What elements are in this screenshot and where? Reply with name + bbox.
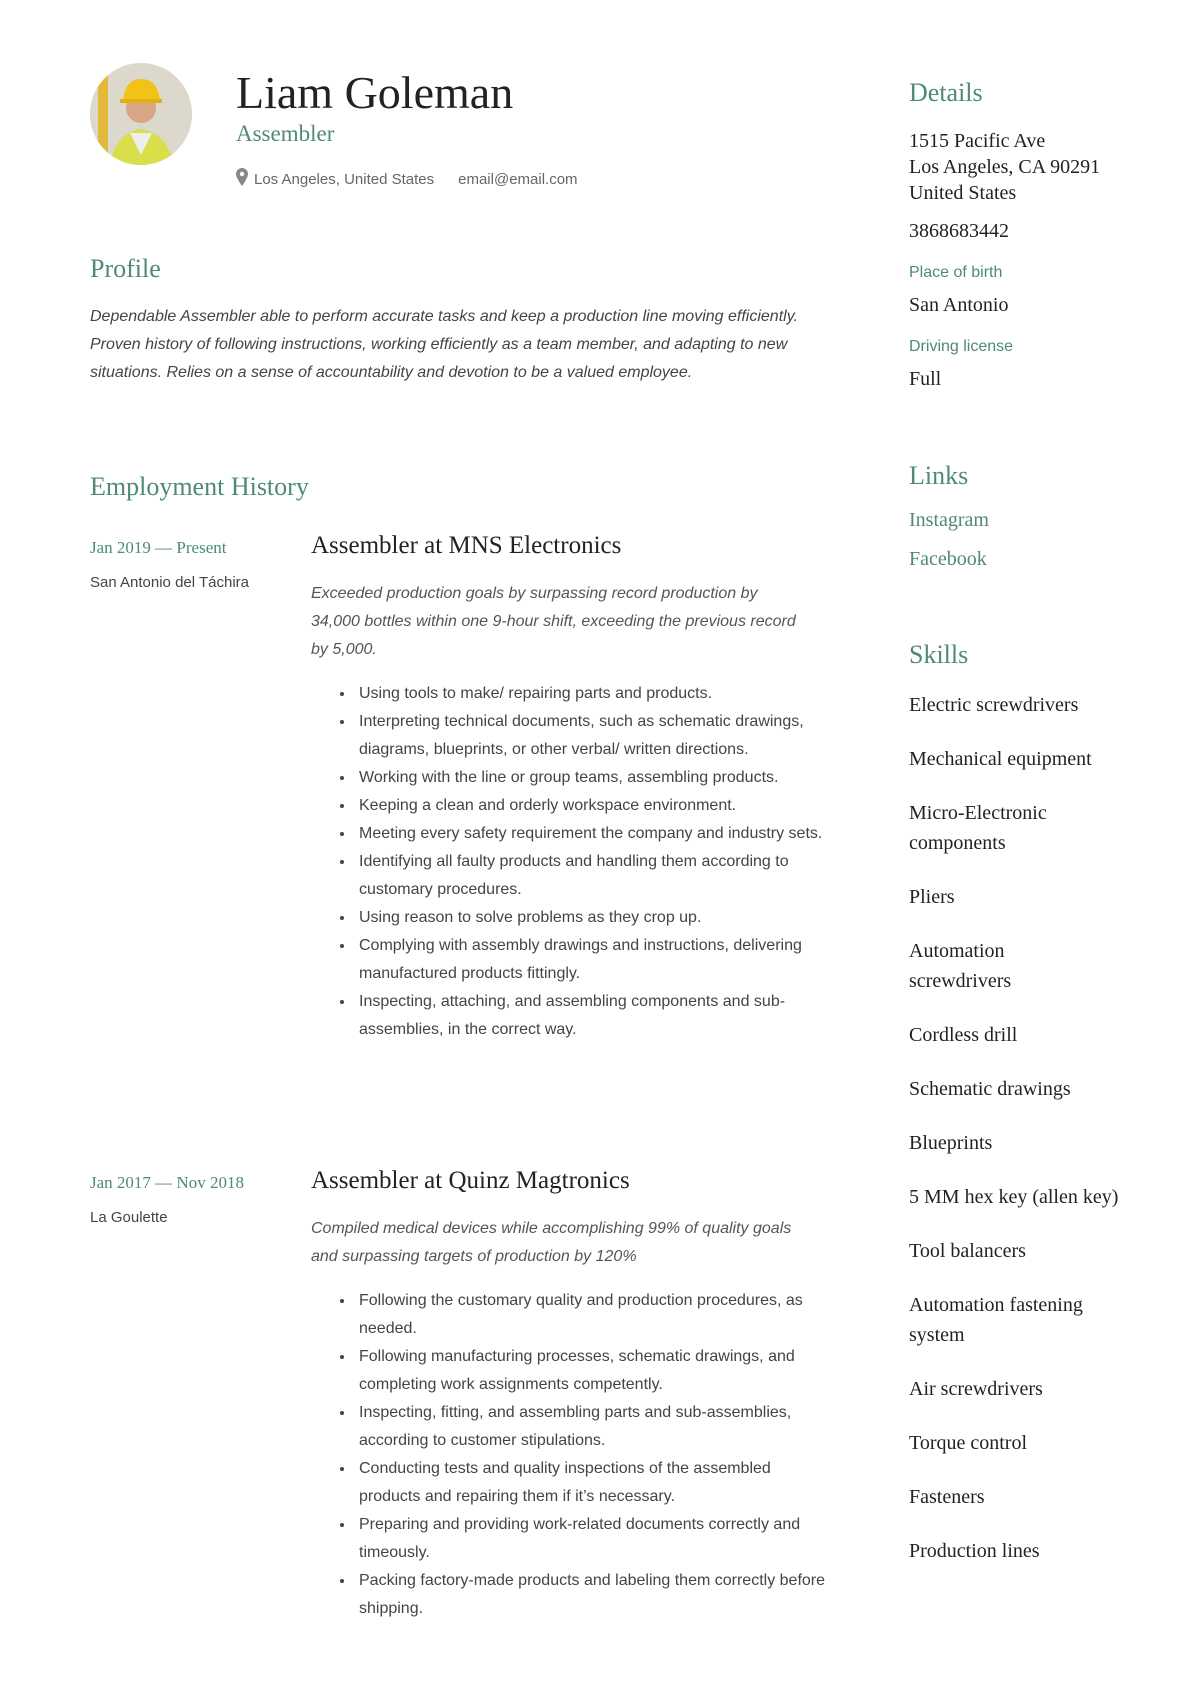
job-bullet: • Preparing and providing work-related documents correctly and timeously. xyxy=(355,1511,825,1567)
skill-item: Schematic drawings xyxy=(909,1078,1071,1100)
job-bullet: • Identifying all faulty products and handling them according to customary procedures. xyxy=(355,848,825,904)
contact-email[interactable]: email@email.com xyxy=(458,170,578,188)
phone-number: 3868683442 xyxy=(909,220,1009,242)
birth-label: Place of birth xyxy=(909,264,1003,281)
link-facebook[interactable]: Facebook xyxy=(909,548,987,570)
details-section xyxy=(909,78,1169,392)
job-bullet: • Interpreting technical documents, such as schematic drawings, diagrams, blueprints, or other verbal/ written directions. xyxy=(355,708,825,764)
address-line: United States xyxy=(909,182,1017,204)
job-location: San Antonio del Táchira xyxy=(90,574,250,591)
job-bullet: • Using reason to solve problems as they crop up. xyxy=(355,904,825,932)
candidate-name: Liam Goleman xyxy=(236,67,514,118)
details-heading: Details xyxy=(909,78,983,107)
skill-item: Tool balancers xyxy=(909,1240,1026,1262)
avatar xyxy=(90,63,192,165)
job-bullet: • Following the customary quality and production procedures, as needed. xyxy=(355,1287,825,1343)
job-location: La Goulette xyxy=(90,1209,168,1226)
skill-item: Fasteners xyxy=(909,1486,985,1508)
location-pin-icon xyxy=(236,168,248,190)
job-bullet: • Inspecting, fitting, and assembling parts and sub-assemblies, according to customer stipulations. xyxy=(355,1399,825,1455)
skill-item: Pliers xyxy=(909,886,955,908)
links-heading: Links xyxy=(909,461,969,490)
job-bullet: • Packing factory-made products and labeling them correctly before shipping. xyxy=(355,1567,825,1623)
job-bullet: • Using tools to make/ repairing parts and products. xyxy=(355,680,825,708)
job-bullet: • Conducting tests and quality inspections of the assembled products and repairing them if it’s necessary. xyxy=(355,1455,825,1511)
license-label: Driving license xyxy=(909,338,1014,355)
job-bullets xyxy=(311,1287,825,1623)
address-line: Los Angeles, CA 90291 xyxy=(909,156,1101,178)
job-bullet: • Following manufacturing processes, schematic drawings, and completing work assignments competently. xyxy=(355,1343,825,1399)
profile-heading: Profile xyxy=(90,254,161,283)
job-title: Assembler at Quinz Magtronics xyxy=(311,1167,630,1194)
job-date: Jan 2017 — Nov 2018 xyxy=(90,1173,244,1192)
job-bullet: • Inspecting, attaching, and assembling components and sub-assemblies, in the correct way. xyxy=(355,988,825,1044)
job-bullets xyxy=(311,680,825,1044)
worker-photo xyxy=(90,63,192,165)
contact-location: Los Angeles, United States xyxy=(254,170,435,188)
skill-item: Torque control xyxy=(909,1432,1028,1454)
link-instagram[interactable]: Instagram xyxy=(909,509,989,531)
job-bullet: • Working with the line or group teams, assembling products. xyxy=(355,764,825,792)
skill-item: Micro-Electronic components xyxy=(909,802,1047,854)
address-line: 1515 Pacific Ave xyxy=(909,130,1046,152)
skills-section xyxy=(909,640,1169,1590)
job-date: Jan 2019 — Present xyxy=(90,538,227,557)
skills-heading: Skills xyxy=(909,640,969,669)
skill-item: Blueprints xyxy=(909,1132,993,1154)
job-bullet: • Complying with assembly drawings and instructions, delivering manufactured products fittingly. xyxy=(355,932,825,988)
employment-heading: Employment History xyxy=(90,472,309,501)
candidate-job-title: Assembler xyxy=(236,121,335,146)
job-title: Assembler at MNS Electronics xyxy=(311,532,622,559)
skill-item: Mechanical equipment xyxy=(909,748,1092,770)
license-value: Full xyxy=(909,368,942,390)
birth-value: San Antonio xyxy=(909,294,1009,316)
skill-item: Production lines xyxy=(909,1540,1040,1562)
links-section xyxy=(909,461,1169,587)
skill-item: Automation fastening system xyxy=(909,1294,1083,1346)
skill-item: Cordless drill xyxy=(909,1024,1018,1046)
job-summary: Compiled medical devices while accomplishing 99% of quality goals and surpassing targets of production by 120% xyxy=(311,1220,792,1265)
skill-item: 5 MM hex key (allen key) xyxy=(909,1186,1119,1208)
contact-line xyxy=(236,168,578,190)
skill-item: Electric screwdrivers xyxy=(909,694,1079,716)
job-bullet: • Keeping a clean and orderly workspace environment. xyxy=(355,792,825,820)
job-bullet: • Meeting every safety requirement the company and industry sets. xyxy=(355,820,825,848)
skill-item: Air screwdrivers xyxy=(909,1378,1043,1400)
job-summary: Exceeded production goals by surpassing record production by 34,000 bottles within one 9-hour shift, exceeding the previous record by 5,000. xyxy=(311,585,796,658)
profile-text: Dependable Assembler able to perform accurate tasks and keep a production line moving efficiently. Proven history of following instructions, working efficiently as a team member, and adapting to new situations. Relies on a sense of accountability and devotion to be a valued employee. xyxy=(90,308,798,381)
skill-item: Automation screwdrivers xyxy=(909,940,1012,992)
